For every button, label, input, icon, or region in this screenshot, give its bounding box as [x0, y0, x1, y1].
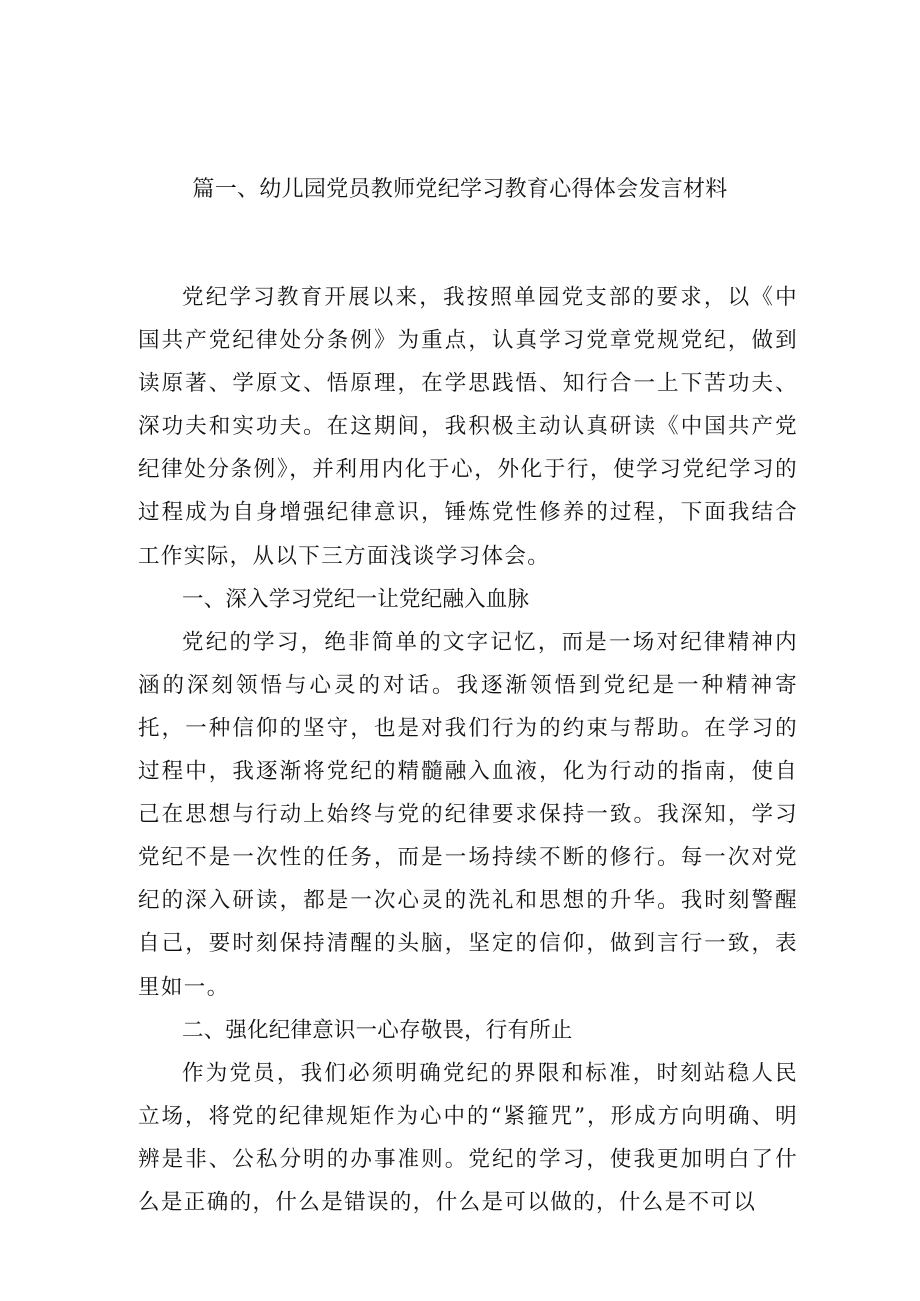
document-title: 篇一、幼儿园党员教师党纪学习教育心得体会发言材料 [192, 177, 728, 202]
intro-paragraph: 党纪学习教育开展以来，我按照单园党支部的要求，以《中国共产党纪律处分条例》为重点，认真学习党章党规党纪，做到读原著、学原文、悟原理，在学思践悟、知行合一上下苦功夫、深功夫和实功夫。在这期间，我积极主动认真研读《中国共产党纪律处分条例》，并利用内化于心，外化于行，使学习党纪学习的过程成为自身增强纪律意识，锤炼党性修养的过程，下面我结合工作实际，从以下三方面浅谈学习体会。 [138, 285, 798, 569]
section-1-paragraph: 党纪的学习，绝非简单的文字记忆，而是一场对纪律精神内涵的深刻领悟与心灵的对话。我逐渐领悟到党纪是一种精神寄托，一种信仰的坚守，也是对我们行为的约束与帮助。在学习的过程中，我逐渐将党纪的精髓融入血液，化为行动的指南，使自己在思想与行动上始终与党的纪律要求保持一致。我深知，学习党纪不是一次性的任务，而是一场持续不断的修行。每一次对党纪的深入研读，都是一次心灵的洗礼和思想的升华。我时刻警醒自己，要时刻保持清醒的头脑，坚定的信仰，做到言行一致，表里如一。 [138, 629, 798, 1000]
section-1-heading: 一、深入学习党纪一让党纪融入血脉 [182, 586, 530, 612]
section-2-heading: 二、强化纪律意识一心存敬畏，行有所止 [182, 1017, 573, 1043]
section-2-paragraph: 作为党员，我们必须明确党纪的界限和标准，时刻站稳人民立场，将党的纪律规矩作为心中的“紧箍咒”，形成方向明确、明辨是非、公私分明的办事准则。党纪的学习，使我更加明白了什么是正确的，什么是错误的，什么是可以做的，什么是不可以 [138, 1060, 798, 1215]
document-body [138, 276, 798, 1224]
